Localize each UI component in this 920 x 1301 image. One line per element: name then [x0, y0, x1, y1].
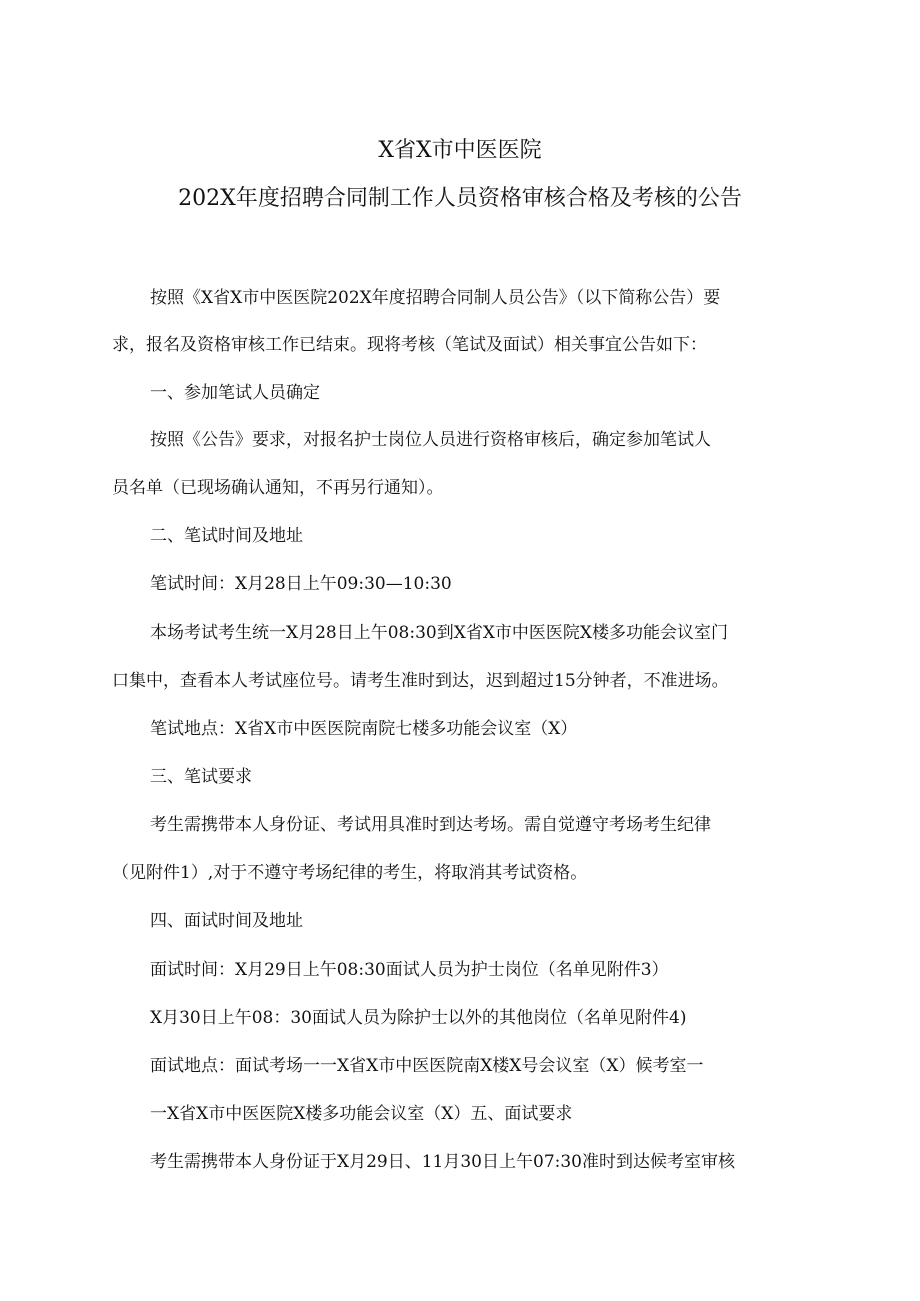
paragraph-requirements-line1: 考生需携带本人身份证、考试用具准时到达考场。需自觉遵守考场考生纪律 [150, 815, 711, 835]
paragraph-assembly-line1: 本场考试考生统一X月28日上午08:30到X省X市中医医院X楼多功能会议室门 [150, 623, 729, 643]
section-heading-1: 一、参加笔试人员确定 [150, 383, 320, 403]
paragraph-assembly-line2: 口集中，查看本人考试座位号。请考生准时到达，迟到超过15分钟者，不准进场。 [112, 671, 729, 691]
section-heading-3: 三、笔试要求 [150, 767, 252, 787]
paragraph-written-exam-line2: 员名单（已现场确认通知，不再另行通知）。 [112, 478, 444, 498]
paragraph-written-exam-line1: 按照《公告》要求，对报名护士岗位人员进行资格审核后，确定参加笔试人 [150, 430, 711, 450]
paragraph-intro-line1: 按照《X省X市中医医院202X年度招聘合同制人员公告》（以下简称公告）要 [150, 288, 721, 308]
section-heading-4: 四、面试时间及地址 [150, 911, 303, 931]
title-announcement: 202X年度招聘合同制工作人员资格审核合格及考核的公告 [178, 186, 742, 211]
section-heading-2: 二、笔试时间及地址 [150, 526, 303, 546]
paragraph-interview-requirements-line1: 考生需携带本人身份证于X月29日、11月30日上午07:30准时到达候考室审核 [150, 1152, 735, 1172]
interview-time-nurse: 面试时间：X月29日上午08:30面试人员为护士岗位（名单见附件3） [150, 960, 669, 980]
interview-location-line2: 一X省X市中医医院X楼多功能会议室（X）五、面试要求 [150, 1104, 573, 1124]
written-exam-location: 笔试地点：X省X市中医医院南院七楼多功能会议室（X） [150, 719, 578, 739]
interview-location-line1: 面试地点：面试考场一一X省X市中医医院南X楼X号会议室（X）候考室一 [150, 1056, 704, 1076]
paragraph-requirements-line2: （见附件1）,对于不遵守考场纪律的考生，将取消其考试资格。 [112, 863, 588, 883]
paragraph-intro-line2: 求，报名及资格审核工作已结束。现将考核（笔试及面试）相关事宜公告如下： [112, 335, 707, 355]
written-exam-time: 笔试时间：X月28日上午09:30—10:30 [150, 574, 452, 594]
title-hospital: X省X市中医医院 [378, 138, 542, 163]
interview-time-other: X月30日上午08：30面试人员为除护士以外的其他岗位（名单见附件4) [150, 1008, 687, 1028]
